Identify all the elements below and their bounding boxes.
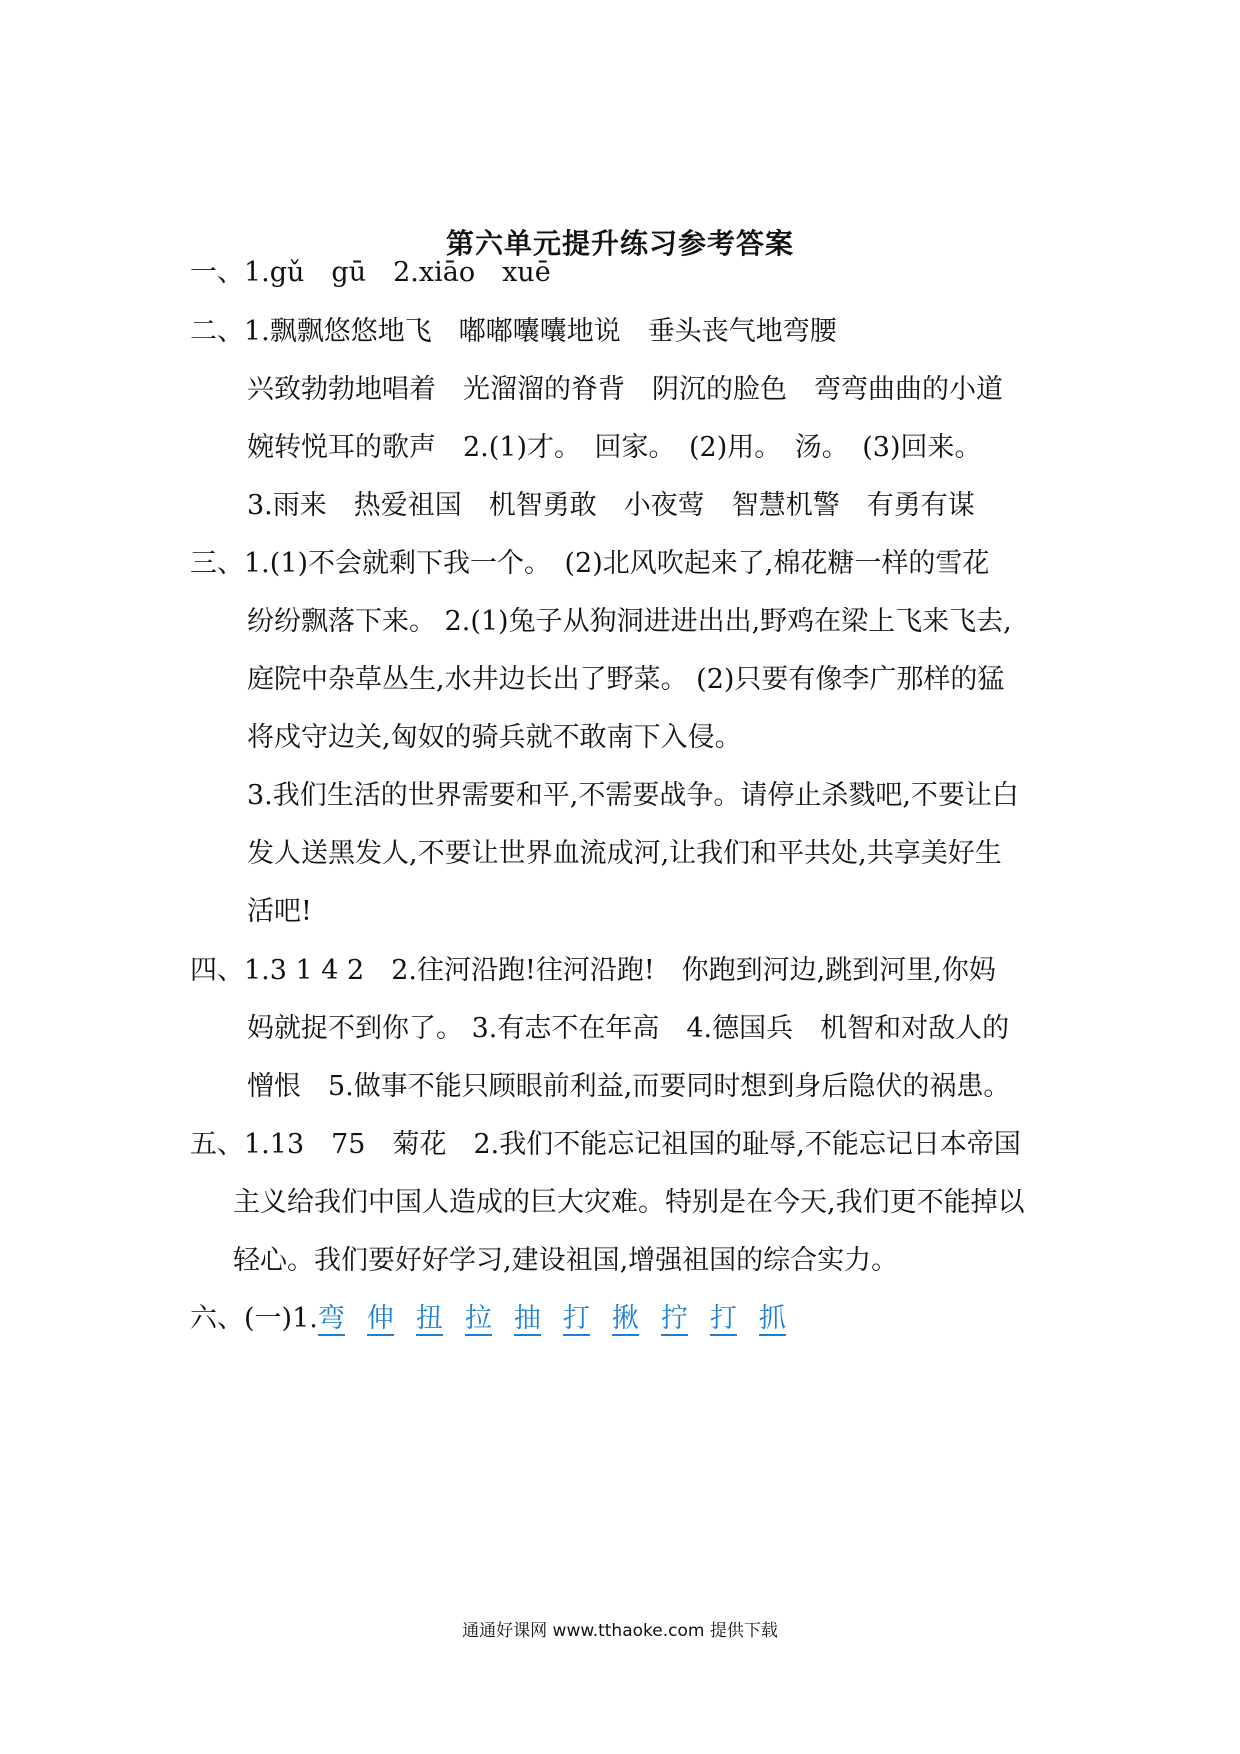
- underlined-word: 伸: [366, 1303, 394, 1334]
- page-title: 第六单元提升练习参考答案: [445, 227, 794, 260]
- answer-line-13: 四、1.3 1 4 2 2.往河沿跑!往河沿跑! 你跑到河边,跳到河里,你妈: [190, 955, 996, 986]
- answer-line-7: 纷纷飘落下来。 2.(1)兔子从狗洞进进出出,野鸡在梁上飞来飞去,: [247, 606, 1012, 637]
- answer-line-15: 憎恨 5.做事不能只顾眼前利益,而要同时想到身后隐伏的祸患。: [247, 1071, 1011, 1102]
- answer-line-16: 五、1.13 75 菊花 2.我们不能忘记祖国的耻辱,不能忘记日本帝国: [190, 1129, 1021, 1160]
- answer-line-9: 将戍守边关,匈奴的骑兵就不敢南下入侵。: [247, 722, 742, 753]
- underlined-word: 抽: [513, 1303, 541, 1334]
- answer-line-19-prefix: 六、(一)1.: [190, 1303, 318, 1334]
- answer-line-10: 3.我们生活的世界需要和平,不需要战争。请停止杀戮吧,不要让白: [247, 780, 1019, 811]
- answer-line-3: 兴致勃勃地唱着 光溜溜的脊背 阴沉的脸色 弯弯曲曲的小道: [247, 374, 1003, 405]
- underlined-word: 打: [709, 1303, 737, 1334]
- answer-line-14: 妈就捉不到你了。 3.有志不在年高 4.德国兵 机智和对敌人的: [247, 1013, 1010, 1044]
- answer-line-17: 主义给我们中国人造成的巨大灾难。特别是在今天,我们更不能掉以: [233, 1187, 1025, 1218]
- answer-line-18: 轻心。我们要好好学习,建设祖国,增强祖国的综合实力。: [233, 1245, 899, 1276]
- underlined-word: 扭: [415, 1303, 443, 1334]
- underlined-word: 抓: [758, 1303, 786, 1334]
- underlined-word: 打: [562, 1303, 590, 1334]
- answer-line-19: [190, 1302, 808, 1336]
- underlined-word: 弯: [317, 1303, 345, 1334]
- answer-line-8: 庭院中杂草丛生,水井边长出了野菜。 (2)只要有像李广那样的猛: [247, 664, 1005, 695]
- answer-line-11: 发人送黑发人,不要让世界血流成河,让我们和平共处,共享美好生: [247, 838, 1002, 869]
- footer-source: 通通好课网 www.tthaoke.com 提供下载: [462, 1621, 778, 1641]
- answer-line-1: 一、1.gǔ gū 2.xiāo xuē: [190, 257, 551, 288]
- underlined-word: 拉: [464, 1303, 492, 1334]
- answer-line-12: 活吧!: [247, 896, 312, 927]
- answer-line-6: 三、1.(1)不会就剩下我一个。 (2)北风吹起来了,棉花糖一样的雪花: [190, 548, 990, 579]
- answer-line-2: 二、1.飘飘悠悠地飞 嘟嘟囔囔地说 垂头丧气地弯腰: [190, 316, 837, 347]
- underlined-word: 拧: [660, 1303, 688, 1334]
- underlined-word: 揪: [611, 1303, 639, 1334]
- answer-line-5: 3.雨来 热爱祖国 机智勇敢 小夜莺 智慧机警 有勇有谋: [247, 490, 975, 521]
- answer-line-4: 婉转悦耳的歌声 2.(1)才。 回家。 (2)用。 汤。 (3)回来。: [247, 432, 982, 463]
